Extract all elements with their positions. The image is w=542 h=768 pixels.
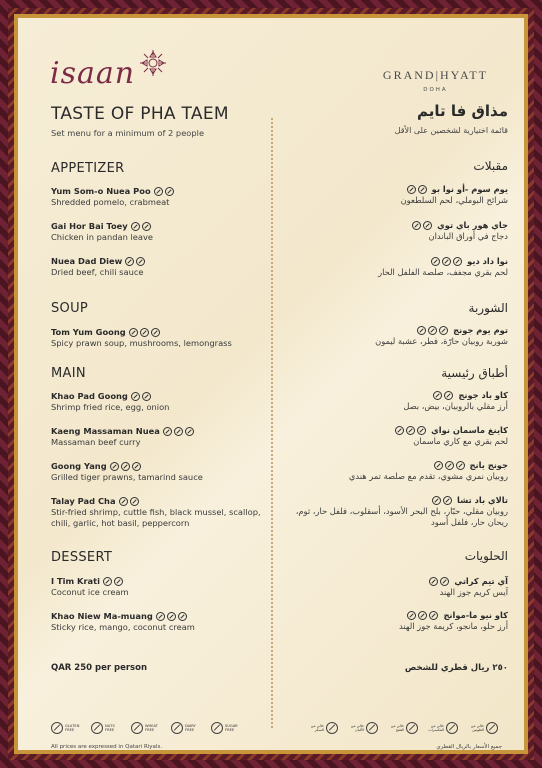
dish-description: Shrimp fried rice, egg, onion (51, 402, 170, 412)
dietary-legend-arabic (308, 722, 498, 734)
dietary-icons (110, 461, 143, 472)
dish-description: أرز مقلي بالروبيان، بيض، بصل (403, 401, 508, 411)
set-price-arabic: ٢٥٠ ريال قطري للشخص (404, 663, 508, 673)
dish-description: شوربة روبيان حارّة، فطر، عشبة ليمون (375, 336, 508, 346)
wheat-free-icon (406, 722, 418, 734)
legend-dairy-free-ar: خالي من الألبان (348, 722, 378, 734)
dietary-icons (131, 391, 153, 402)
dish-description: آيس كريم جوز الهند (439, 587, 508, 597)
dish-description: Massaman beef curry (51, 437, 141, 447)
dietary-icons (407, 610, 440, 621)
dish-name: نوا داد ديو (467, 256, 508, 266)
isaan-logo (50, 56, 135, 91)
legend-gluten-free: GLUTEN FREE (51, 722, 81, 734)
price-footnote-arabic: جميع الأسعار بالريال القطري (436, 744, 502, 750)
grand-hyatt-logo (383, 68, 488, 93)
dish-item (51, 391, 261, 413)
price-footnote: All prices are expressed in Qatari Riyals. (51, 744, 163, 750)
dish-item (51, 426, 261, 448)
dish-item (51, 256, 261, 278)
section-dessert-arabic: الحلويات (464, 549, 508, 563)
dietary-icons (417, 325, 450, 336)
dietary-icons (429, 576, 451, 587)
dietary-icons (432, 495, 454, 506)
dish-name: Kaeng Massaman Nuea (51, 426, 160, 436)
legend-nuts-free-ar: خالي من المكسرات (428, 722, 458, 734)
column-divider (271, 118, 273, 728)
dish-name: آي تيم كراتي (454, 576, 508, 586)
dish-name: Khao Pad Goong (51, 391, 128, 401)
dietary-icons (431, 256, 464, 267)
dish-name: Khao Niew Ma-muang (51, 611, 153, 621)
hotel-city: DOHA (423, 87, 448, 93)
dietary-icons (156, 611, 189, 622)
nuts-free-icon (446, 722, 458, 734)
dish-name: يوم سوم -أو نوا بو (431, 184, 508, 194)
dish-item (51, 461, 261, 483)
section-soup: SOUP (51, 301, 89, 316)
dish-item (294, 495, 508, 528)
dish-description: لحم بقري مع كاري ماسمان (413, 436, 508, 446)
menu-page (18, 18, 524, 750)
dish-item (294, 425, 508, 447)
dish-description: Coconut ice cream (51, 587, 129, 597)
dietary-icons (154, 186, 176, 197)
legend-nuts-free: NUTS FREE (91, 722, 121, 734)
dish-name: Talay Pad Cha (51, 496, 116, 506)
gluten-free-icon (51, 722, 63, 734)
dairy-free-icon (366, 722, 378, 734)
dish-description: لحم بقري مجفف، صلصة الفلفل الحار (378, 267, 508, 277)
dish-item (51, 576, 261, 598)
dietary-icons (129, 327, 162, 338)
dish-item (294, 390, 508, 412)
dish-name: كاو نيو ما-موانج (443, 610, 508, 620)
dish-description: شرائح البوملي، لحم السلطعون (400, 195, 508, 205)
set-price: QAR 250 per person (51, 663, 148, 673)
dish-name: I Tim Krati (51, 576, 100, 586)
dietary-icons (163, 426, 196, 437)
legend-gluten-free-ar: خالي من الغلوتين (468, 722, 498, 734)
legend-wheat-free-ar: خالي من القمح (388, 722, 418, 734)
section-appetizer-arabic: مقبلات (473, 159, 508, 173)
dish-item (294, 256, 508, 278)
dietary-icons (103, 576, 125, 587)
dish-name: كاو باد جونج (458, 390, 508, 400)
section-appetizer: APPETIZER (51, 161, 125, 176)
gluten-free-icon (486, 722, 498, 734)
dish-description: Sticky rice, mango, coconut cream (51, 622, 195, 632)
dish-name: توم يوم جونج (453, 325, 508, 335)
dish-description: Spicy prawn soup, mushrooms, lemongrass (51, 338, 232, 348)
dish-description: Stir-fried shrimp, cuttle fish, black mussel, scallop, chili, garlic, hot basil, peppercorn (51, 507, 261, 528)
dish-item (294, 325, 508, 347)
dish-name: كاينغ ماسمان نواي (431, 425, 508, 435)
dish-description: روبيان نمري مشوي، تقدم مع صلصة تمر هندي (348, 471, 508, 481)
section-main-arabic: أطباق رئيسية (441, 366, 508, 380)
menu-title-arabic: مذاق فا تايم (416, 102, 508, 120)
sun-icon (138, 48, 168, 78)
dish-name: Goong Yang (51, 461, 107, 471)
section-dessert: DESSERT (51, 550, 113, 565)
dish-description: Shredded pomelo, crabmeat (51, 197, 170, 207)
dish-description: Grilled tiger prawns, tamarind sauce (51, 472, 203, 482)
legend-dairy-free: DAIRY FREE (171, 722, 201, 734)
dish-item (294, 460, 508, 482)
legend-sugar-free-ar: خالي من السكر (308, 722, 338, 734)
menu-subtitle-arabic: قائمة اختيارية لشخصين على الأقل (394, 126, 508, 135)
dietary-legend (51, 722, 241, 734)
dietary-icons (125, 256, 147, 267)
dish-item (51, 186, 261, 208)
section-soup-arabic: الشوربة (468, 301, 508, 315)
dish-item (294, 610, 508, 632)
legend-wheat-free: WHEAT FREE (131, 722, 161, 734)
menu-subtitle: Set menu for a minimum of 2 people (51, 128, 205, 138)
dish-item (294, 576, 508, 598)
logo-text: isaan (50, 56, 136, 91)
menu-title: TASTE OF PHA TAEM (51, 104, 229, 124)
dish-description: روبيان مقلي، حبّار، بلح البحر الأسود، أسقلوب، فلفل حار، ثوم، ريحان حار، فلفل أسود (295, 506, 508, 527)
dietary-icons (434, 460, 467, 471)
dish-description: Dried beef, chili sauce (51, 267, 144, 277)
dish-item (294, 184, 508, 206)
hotel-name: GRAND|HYATT (382, 68, 488, 82)
dietary-icons (407, 184, 429, 195)
sugar-free-icon (326, 722, 338, 734)
dish-name: جونج يانج (469, 460, 508, 470)
dietary-icons (395, 425, 428, 436)
dish-name: Nuea Dad Diew (51, 256, 123, 266)
dish-description: أرز حلو، مانجو، كريمة جوز الهند (399, 621, 508, 631)
dietary-icons (412, 220, 434, 231)
dietary-icons (131, 221, 153, 232)
wheat-free-icon (131, 722, 143, 734)
section-main: MAIN (51, 366, 86, 381)
dish-item (51, 496, 261, 529)
dish-item (51, 327, 261, 349)
sugar-free-icon (211, 722, 223, 734)
dish-item (294, 220, 508, 242)
dairy-free-icon (171, 722, 183, 734)
dish-item (51, 611, 261, 633)
dish-name: جاي هور باي توي (437, 220, 508, 230)
nuts-free-icon (91, 722, 103, 734)
dish-name: Gai Hor Bai Toey (51, 221, 128, 231)
dish-description: دجاج في أوراق الباندان (428, 231, 508, 241)
dish-name: تالاي باد تشا (457, 495, 508, 505)
legend-sugar-free: SUGAR FREE (211, 722, 241, 734)
dish-item (51, 221, 261, 243)
dish-name: Yum Som-o Nuea Poo (51, 186, 151, 196)
dietary-icons (119, 496, 141, 507)
dish-name: Tom Yum Goong (51, 327, 126, 337)
dish-description: Chicken in pandan leave (51, 232, 153, 242)
dietary-icons (433, 390, 455, 401)
